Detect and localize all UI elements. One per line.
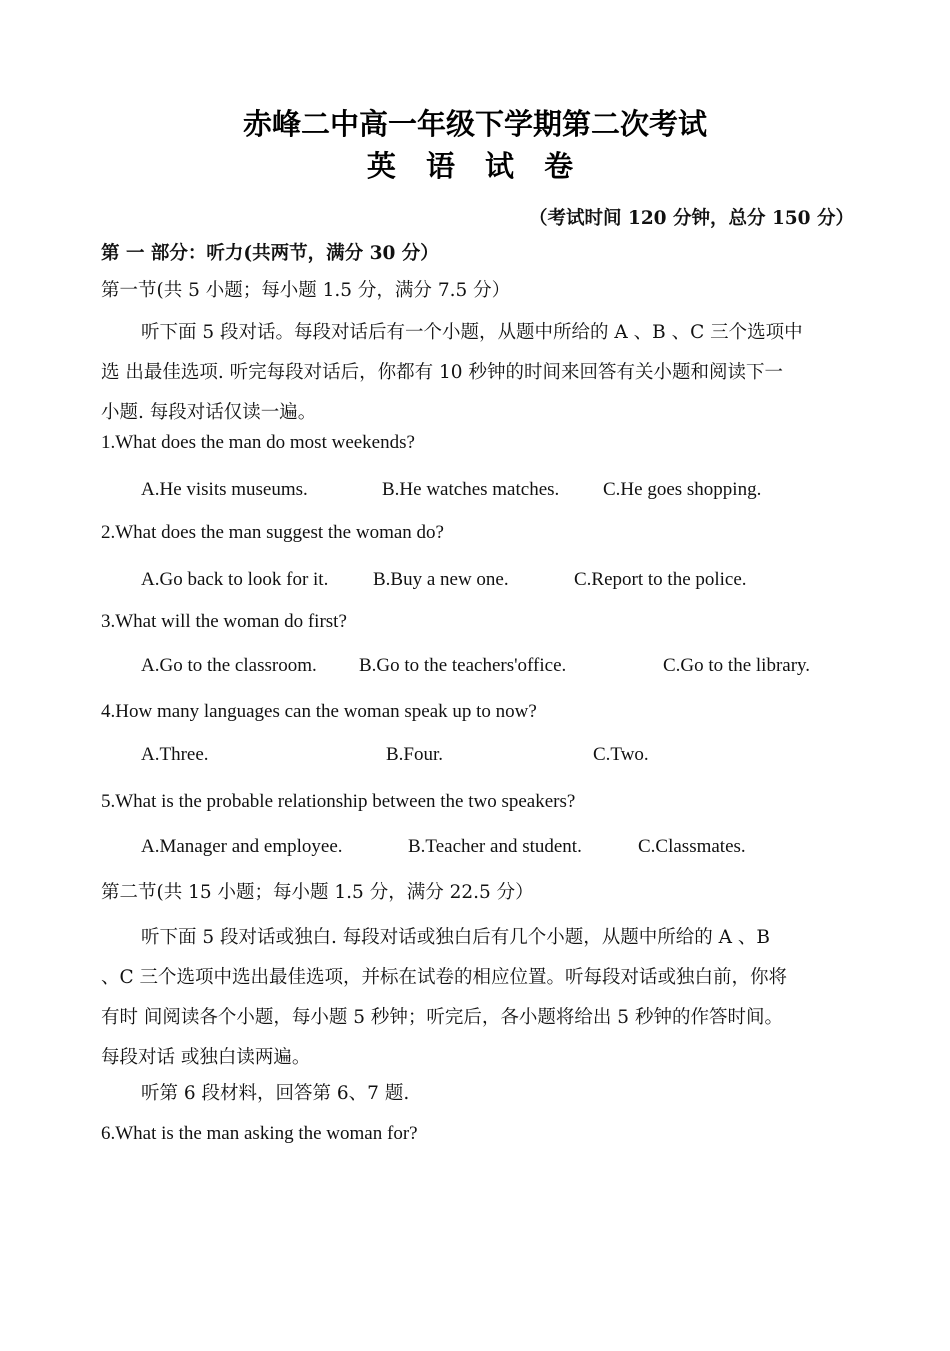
question-5-option-c: C.Classmates.: [638, 836, 746, 857]
question-3-option-a: A.Go to the classroom.: [141, 655, 317, 676]
question-4-option-b: B.Four.: [386, 744, 444, 765]
exam-subtitle: 英 语 试 卷: [366, 149, 584, 183]
question-2-option-c: C.Report to the police.: [574, 569, 747, 590]
section2-instruction-line: 、C 三个选项中选出最佳选项，并标在试卷的相应位置。听每段对话或独白前，你将: [101, 967, 788, 988]
question-3: 3.What will the woman do first?: [101, 611, 347, 632]
question-1: 1.What does the man do most weekends?: [101, 432, 415, 453]
exam-title: 赤峰二中高一年级下学期第二次考试: [242, 107, 707, 141]
question-2-option-a: A.Go back to look for it.: [141, 569, 329, 590]
question-1-option-b: B.He watches matches.: [382, 479, 560, 500]
question-5-option-a: A.Manager and employee.: [141, 836, 343, 857]
question-6: 6.What is the man asking the woman for?: [101, 1123, 418, 1144]
section1-heading: 第一节(共 5 小题；每小题 1.5 分，满分 7.5 分）: [101, 280, 511, 301]
section2-instruction-line: 每段对话 或独白读两遍。: [101, 1047, 311, 1068]
question-1-option-c: C.He goes shopping.: [603, 479, 762, 500]
material-note: 听第 6 段材料，回答第 6、7 题.: [141, 1083, 410, 1104]
part1-heading: 第 一 部分：听力(共两节，满分 30 分）: [101, 243, 439, 264]
question-4-option-c: C.Two.: [593, 744, 649, 765]
section2-instruction-line: 有时 间阅读各个小题，每小题 5 秒钟；听完后，各小题将给出 5 秒钟的作答时间。: [101, 1007, 783, 1028]
question-2: 2.What does the man suggest the woman do?: [101, 522, 444, 543]
section1-instruction-line: 小题. 每段对话仅读一遍。: [101, 402, 317, 423]
question-2-option-b: B.Buy a new one.: [373, 569, 509, 590]
section2-instruction-line: 听下面 5 段对话或独白. 每段对话或独白后有几个小题，从题中所给的 A 、B: [141, 927, 771, 948]
question-4: 4.How many languages can the woman speak up to now?: [101, 701, 537, 722]
question-1-option-a: A.He visits museums.: [141, 479, 308, 500]
question-3-option-c: C.Go to the library.: [663, 655, 811, 676]
question-3-option-b: B.Go to the teachers'office.: [359, 655, 567, 676]
section1-instruction-line: 听下面 5 段对话。每段对话后有一个小题，从题中所给的 A 、B 、C 三个选项中: [141, 322, 803, 343]
section1-instruction-line: 选 出最佳选项. 听完每段对话后，你都有 10 秒钟的时间来回答有关小题和阅读下一: [101, 362, 783, 383]
question-5-option-b: B.Teacher and student.: [408, 836, 582, 857]
question-5: 5.What is the probable relationship between the two speakers?: [101, 791, 576, 812]
section2-heading: 第二节(共 15 小题；每小题 1.5 分，满分 22.5 分）: [101, 882, 534, 903]
question-4-option-a: A.Three.: [141, 744, 209, 765]
exam-info: （考试时间 120 分钟，总分 150 分）: [529, 208, 854, 229]
